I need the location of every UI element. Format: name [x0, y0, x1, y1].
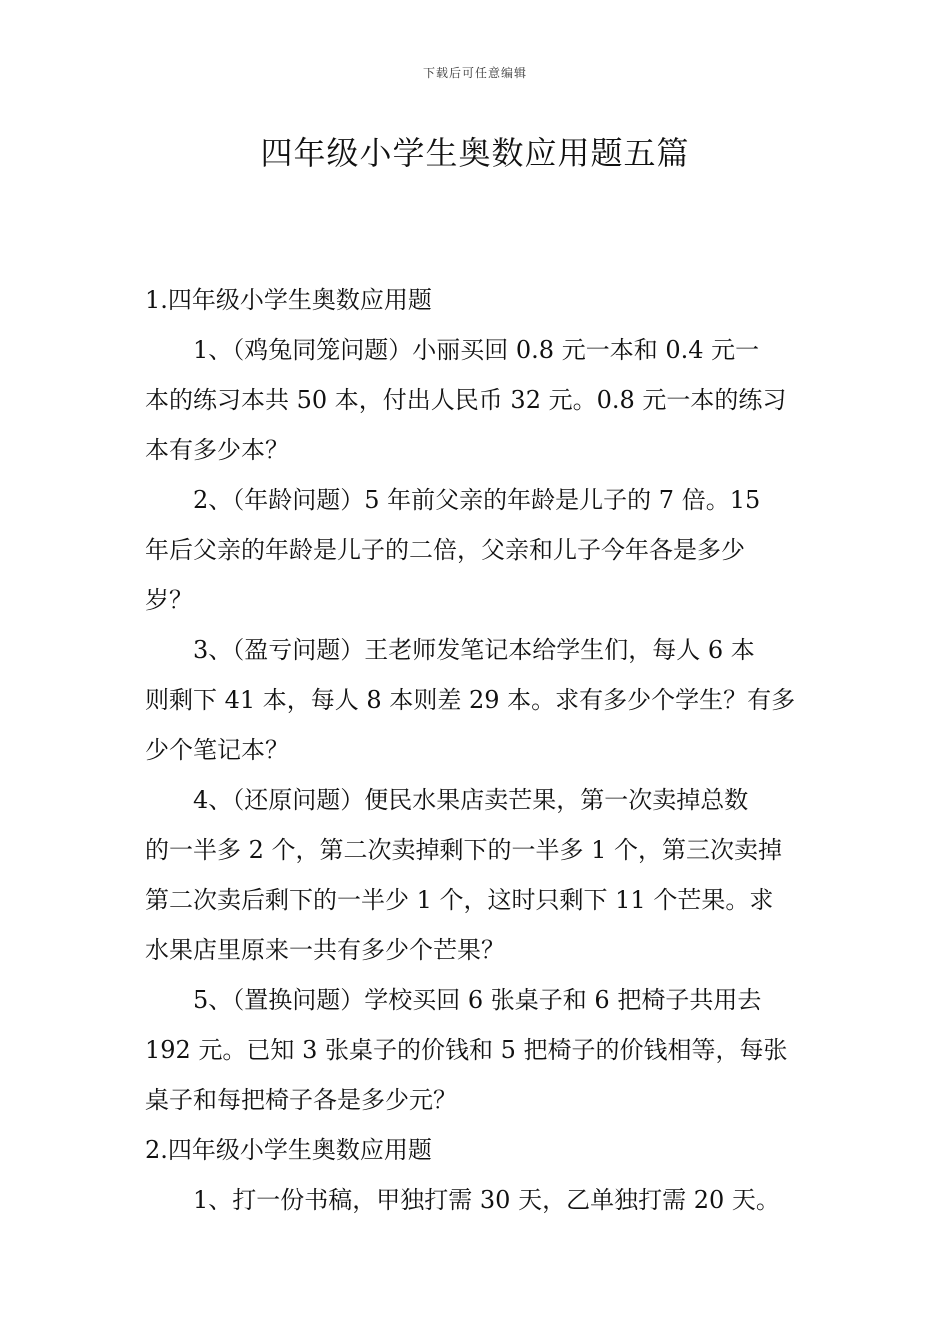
section-heading-1: 1.四年级小学生奥数应用题: [145, 286, 432, 314]
problem-2-line-1: 2、（年龄问题）5 年前父亲的年龄是儿子的 7 倍。15: [193, 486, 761, 514]
problem-3-line-2: 则剩下 41 本，每人 8 本则差 29 本。求有多少个学生？有多: [145, 686, 796, 714]
section-2-problem-1-line-1: 1、打一份书稿，甲独打需 30 天，乙单独打需 20 天。: [193, 1186, 780, 1214]
problem-3-line-1: 3、（盈亏问题）王老师发笔记本给学生们，每人 6 本: [193, 636, 755, 664]
problem-4-line-3: 第二次卖后剩下的一半少 1 个，这时只剩下 11 个芒果。求: [145, 886, 774, 914]
problem-2-line-2: 年后父亲的年龄是儿子的二倍，父亲和儿子今年各是多少: [145, 536, 745, 564]
problem-5-line-1: 5、（置换问题）学校买回 6 张桌子和 6 把椅子共用去: [193, 986, 762, 1014]
problem-4-line-2: 的一半多 2 个，第二次卖掉剩下的一半多 1 个，第三次卖掉: [145, 836, 783, 864]
document-title: 四年级小学生奥数应用题五篇: [260, 134, 690, 172]
problem-1-line-1: 1、（鸡兔同笼问题）小丽买回 0.8 元一本和 0.4 元一: [193, 336, 760, 364]
problem-1-line-3: 本有多少本？: [145, 436, 289, 464]
problem-4-line-1: 4、（还原问题）便民水果店卖芒果，第一次卖掉总数: [193, 786, 749, 814]
problem-5-line-3: 桌子和每把椅子各是多少元？: [145, 1086, 457, 1114]
problem-5-line-2: 192 元。已知 3 张桌子的价钱和 5 把椅子的价钱相等，每张: [145, 1036, 788, 1064]
section-heading-2: 2.四年级小学生奥数应用题: [145, 1136, 432, 1164]
document-body: [145, 275, 807, 1225]
problem-3-line-3: 少个笔记本？: [145, 736, 289, 764]
header-note: 下载后可任意编辑: [422, 66, 527, 80]
problem-4-line-4: 水果店里原来一共有多少个芒果？: [145, 936, 505, 964]
problem-2-line-3: 岁？: [145, 586, 193, 614]
problem-1-line-2: 本的练习本共 50 本，付出人民币 32 元。0.8 元一本的练习: [145, 386, 787, 414]
